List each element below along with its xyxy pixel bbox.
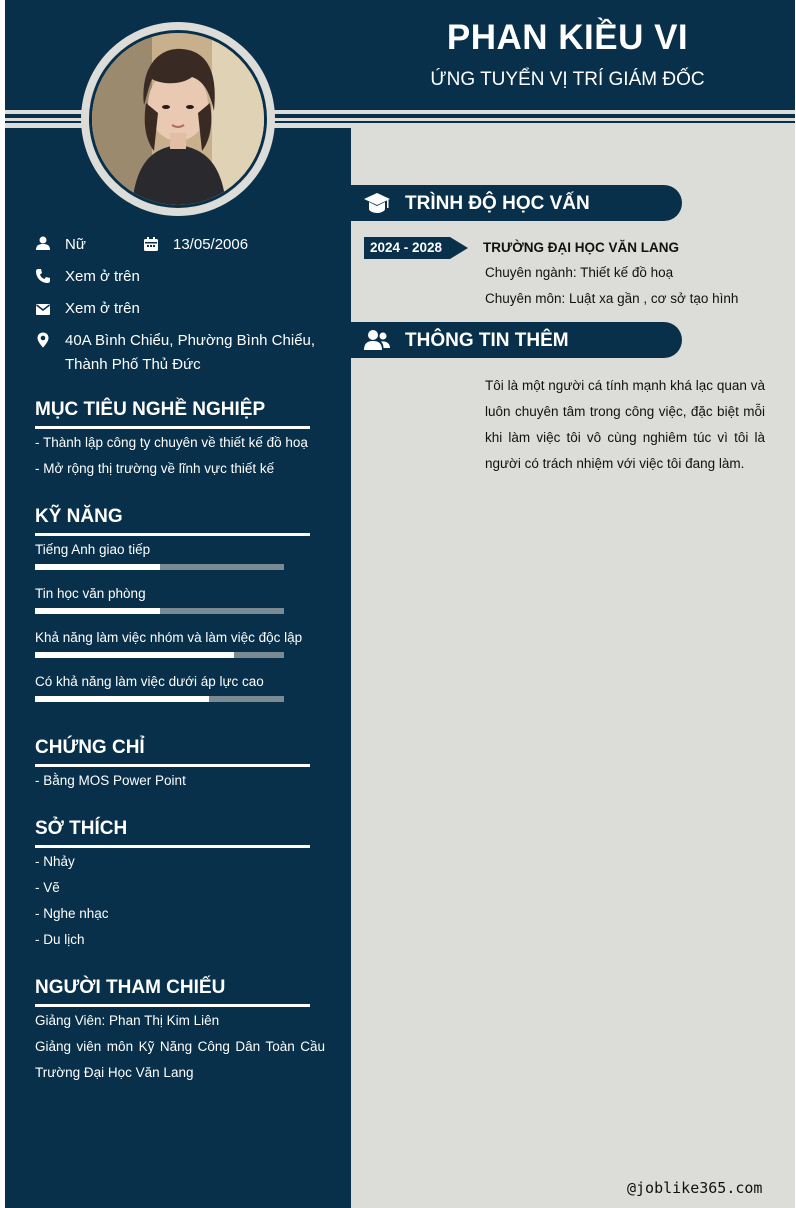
objective-item-2: - Mở rộng thị trường về lĩnh vực thiết kế (35, 461, 275, 476)
resume-page (5, 0, 795, 1208)
skills-divider (35, 533, 310, 536)
certificate-item-1: - Bằng MOS Power Point (35, 773, 186, 788)
hobbies-title: SỞ THÍCH (35, 818, 128, 839)
objective-item-1: - Thành lập công ty chuyên về thiết kế đồ hoạ (35, 435, 308, 450)
user-icon (35, 235, 51, 251)
address-value (65, 329, 315, 377)
skill-bar-fill (35, 564, 160, 570)
job-title: ỨNG TUYỂN VỊ TRÍ GIÁM ĐỐC (430, 69, 705, 90)
phone-icon (35, 268, 51, 284)
objective-divider (35, 426, 310, 429)
references-title: NGƯỜI THAM CHIẾU (35, 977, 226, 998)
skill-bar-fill (35, 608, 160, 614)
skill-bar-2 (35, 608, 284, 614)
hobby-item-2: - Vẽ (35, 880, 60, 895)
hobby-item-4: - Du lịch (35, 932, 85, 947)
education-years: 2024 - 2028 (370, 240, 443, 255)
skills-title: KỸ NĂNG (35, 506, 123, 527)
address-line-1: 40A Bình Chiểu, Phường Bình Chiểu, (65, 332, 316, 349)
phone-value: Xem ở trên (65, 268, 140, 285)
education-specialty: Chuyên môn: Luật xa gần , cơ sở tạo hình (485, 291, 739, 306)
hobby-item-3: - Nghe nhạc (35, 906, 109, 921)
skill-bar-4 (35, 696, 284, 702)
envelope-icon (35, 301, 51, 317)
skill-bar-1 (35, 564, 284, 570)
candidate-name: PHAN KIỀU VI (446, 18, 689, 57)
address-line-2: Thành Phố Thủ Đức (65, 356, 201, 373)
references-divider (35, 1004, 310, 1007)
skill-label-3: Khả năng làm việc nhóm và làm việc độc lập (35, 630, 303, 645)
hobby-item-1: - Nhảy (35, 854, 75, 869)
skill-label-1: Tiếng Anh giao tiếp (35, 542, 151, 557)
skill-bar-3 (35, 652, 284, 658)
skill-bar-fill (35, 696, 209, 702)
education-school: TRƯỜNG ĐẠI HỌC VĂN LANG (483, 240, 679, 255)
gender-value: Nữ (65, 236, 86, 253)
education-major: Chuyên ngành: Thiết kế đồ hoạ (485, 265, 674, 280)
more-info-text: Tôi là một người cá tính mạnh khá lạc quan và luôn chuyên tâm trong công việc, đặc biệt mỗi khi làm việc tôi vô cùng nghiêm túc vì tôi là người có trách nhiệm với việc tôi đang làm. (485, 378, 765, 471)
avatar (92, 33, 264, 205)
birthday-value: 13/05/2006 (173, 236, 249, 253)
more-info-title: THÔNG TIN THÊM (405, 330, 569, 351)
skill-bar-fill (35, 652, 234, 658)
reference-line-2: Giảng viên môn Kỹ Năng Công Dân Toàn Cầu (35, 1039, 325, 1054)
objective-title: MỤC TIÊU NGHỀ NGHIỆP (35, 399, 266, 420)
avatar-illustration (92, 33, 264, 205)
location-pin-icon (35, 332, 51, 348)
certificates-divider (35, 764, 310, 767)
reference-line-1: Giảng Viên: Phan Thị Kim Liên (35, 1013, 220, 1028)
reference-line-3: Trường Đại Học Văn Lang (35, 1065, 194, 1080)
watermark: @joblike365.com (627, 1179, 763, 1197)
graduation-cap-icon (363, 191, 391, 215)
users-icon (363, 328, 391, 352)
hobbies-divider (35, 845, 310, 848)
skill-label-4: Có khả năng làm việc dưới áp lực cao (35, 674, 264, 689)
education-title: TRÌNH ĐỘ HỌC VẤN (405, 193, 590, 214)
skill-label-2: Tin học văn phòng (35, 586, 146, 601)
education-title-bar (351, 185, 682, 221)
calendar-icon (143, 236, 159, 252)
certificates-title: CHỨNG CHỈ (35, 737, 145, 758)
email-value: Xem ở trên (65, 300, 140, 317)
more-info-title-bar (351, 322, 682, 358)
